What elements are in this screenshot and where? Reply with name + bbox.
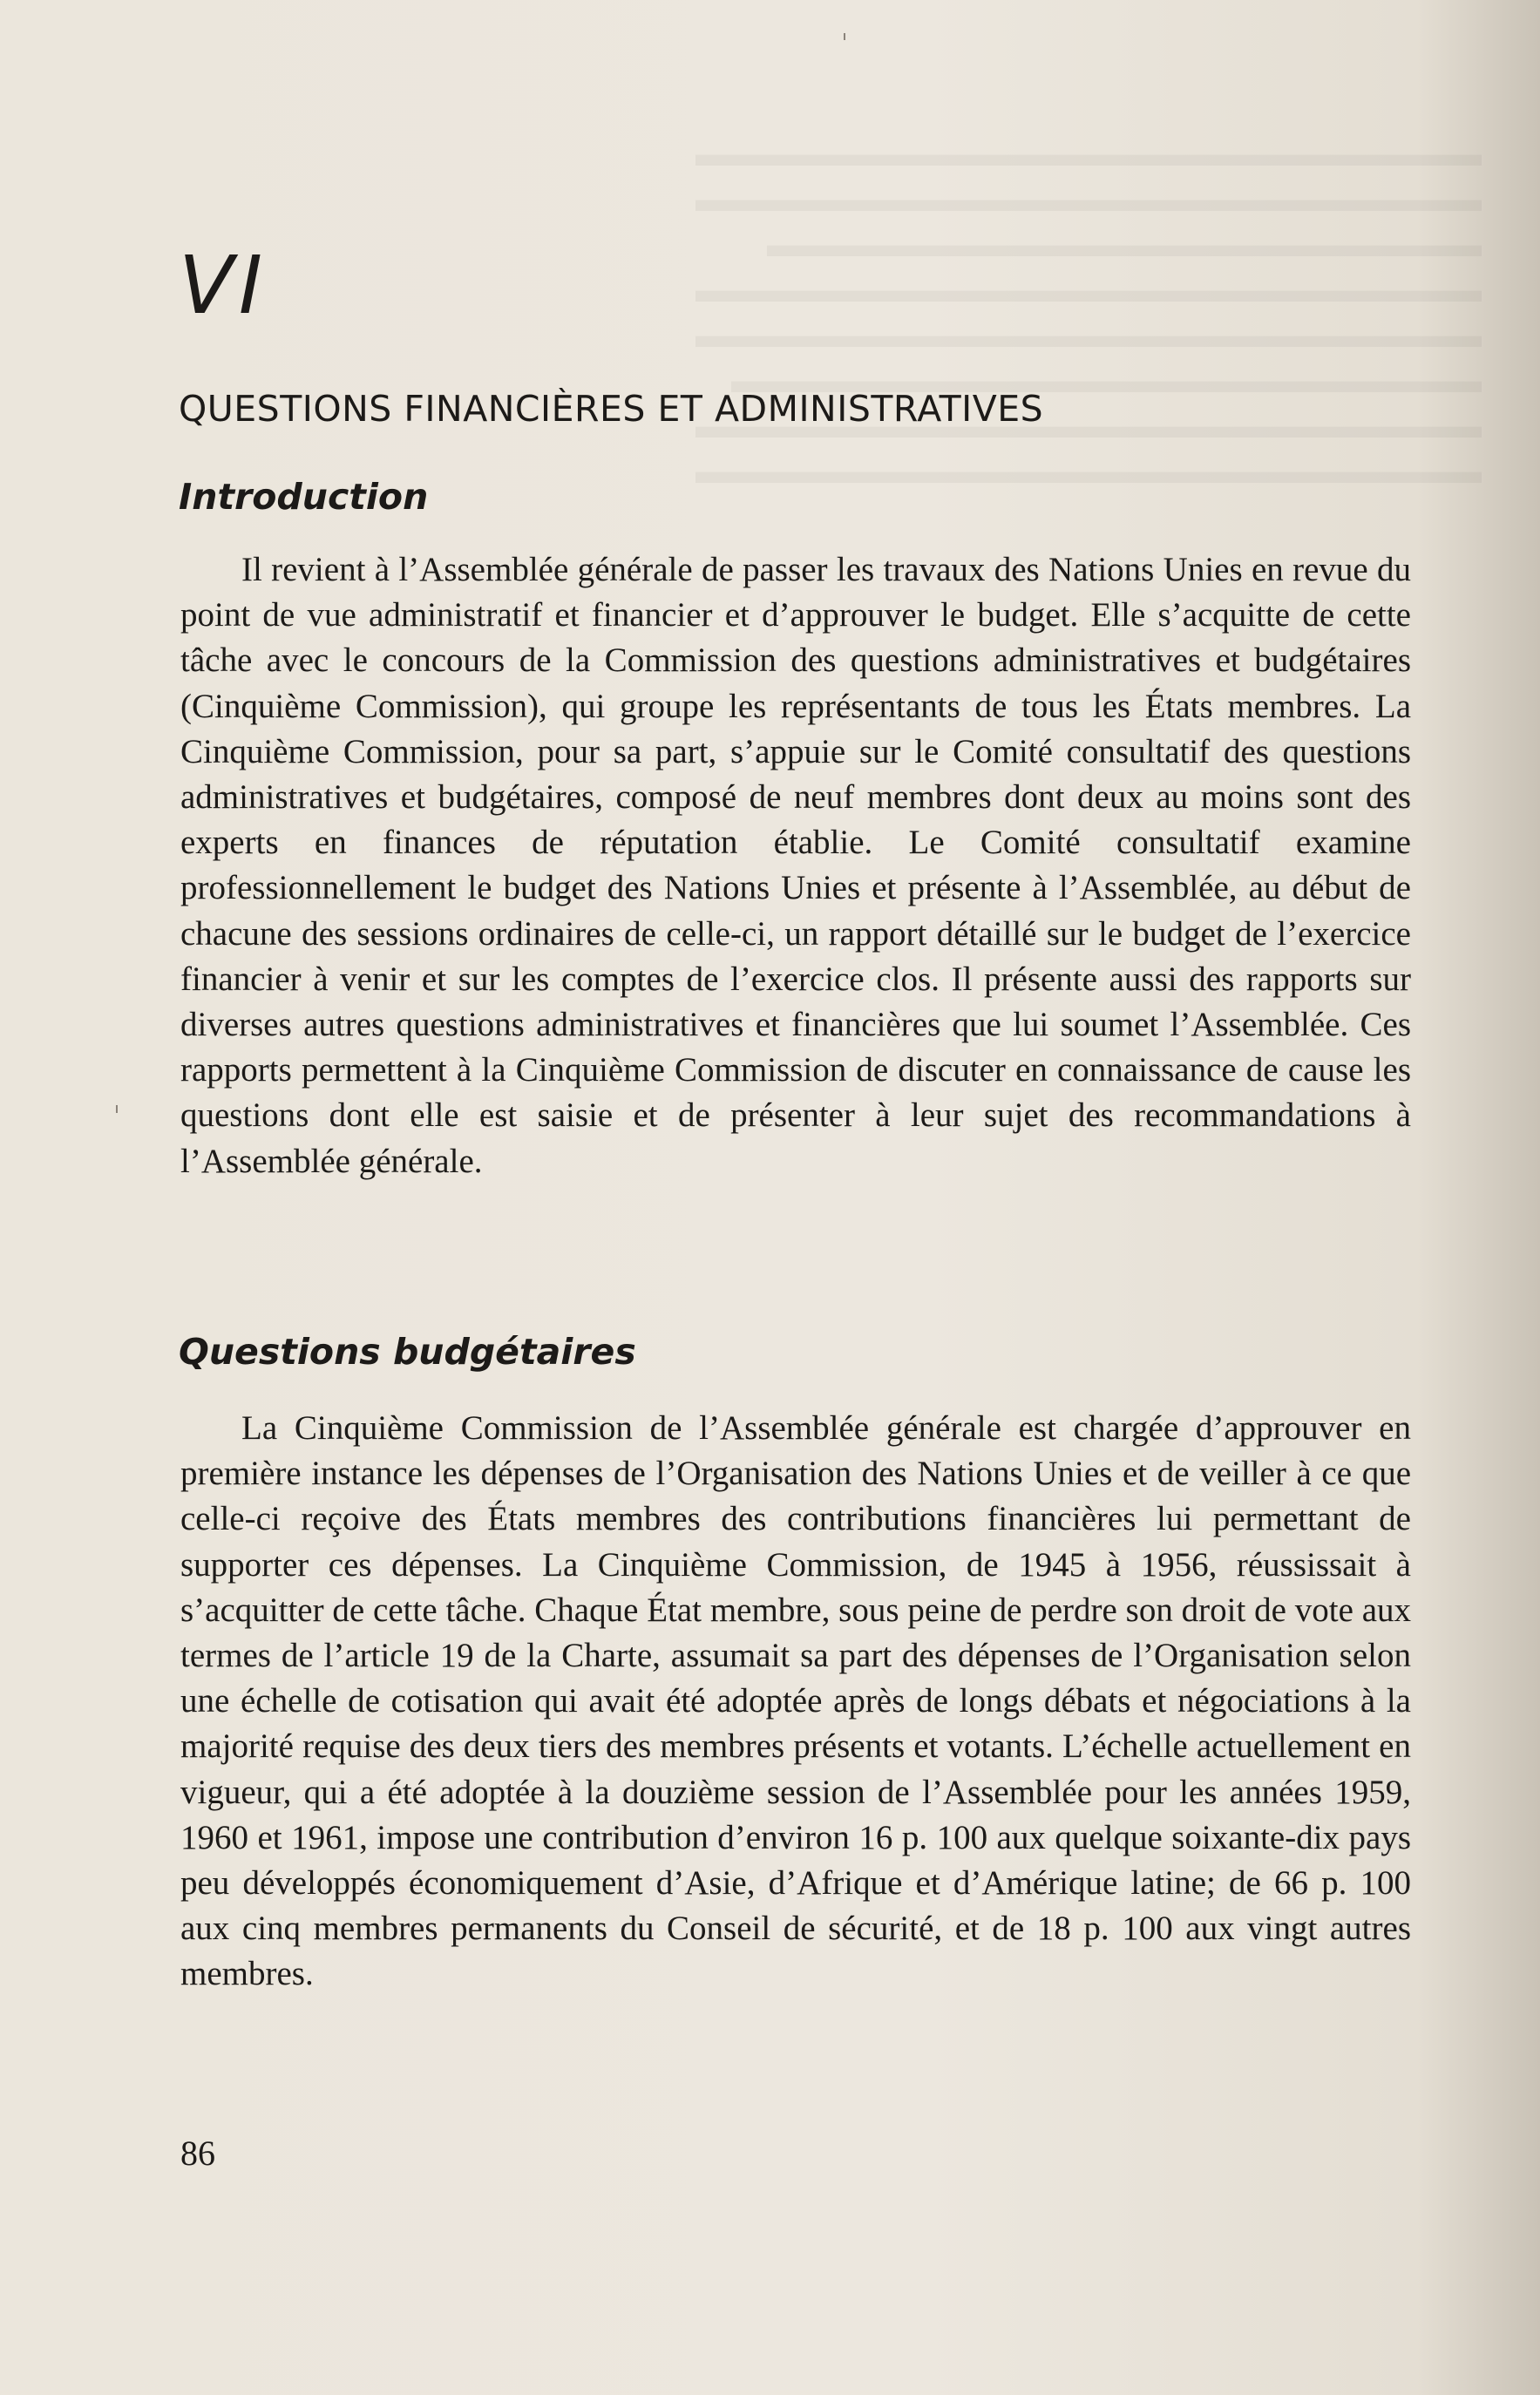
section-heading-budget-questions: Questions budgétaires <box>179 1331 636 1373</box>
chapter-number: VI <box>179 239 268 332</box>
paragraph-budget-questions: La Cinquième Commission de l’Assemblée générale est chargée d’approuver en première instance les dépenses de l’Organisation des Nations Unies et de veiller à ce que celle-ci reçoive des États membres des contributions financières lui permettant de supporter ces dépenses. La Cinquième Commission, de 1945 à 1956, réussissait à s’acquitter de cette tâche. Chaque État membre, sous peine de perdre son droit de vote aux termes de l’article 19 de la Charte, assumait sa part des dépenses de l’Organisation selon une échelle de cotisation qui avait été adoptée après de longs débats et négociations à la majorité requise des deux tiers des membres présents et votants. L’échelle actuellement en vigueur, qui a été adoptée à la douzième session de l’Assemblée pour les années 1959, 1960 et 1961, impose une contribution d’environ 16 p. 100 aux quelque soixante-dix pays peu développés économiquement d’Asie, d’Afrique et d’Amérique latine; de 66 p. 100 aux cinq membres permanents du Conseil de sécurité, et de 18 p. 100 aux vingt autres membres. <box>180 1409 1411 1993</box>
chapter-title: QUESTIONS FINANCIÈRES ET ADMINISTRATIVES <box>179 388 1044 430</box>
scan-mark-top <box>844 33 845 40</box>
scan-mark-left <box>116 1105 118 1113</box>
show-through-texture: ▬▬▬▬▬▬▬▬▬▬▬▬▬▬▬▬▬▬▬▬▬▬ ▬▬▬▬▬▬▬▬▬▬▬▬▬▬▬▬▬▬▬▬▬▬ ▬▬▬▬▬▬▬▬▬▬▬▬▬▬▬▬▬▬▬▬ ▬▬▬▬▬▬▬▬▬▬▬▬▬▬▬▬▬▬▬▬▬▬ ▬▬▬▬▬▬▬▬▬▬▬▬▬▬▬▬▬▬▬▬▬▬ ▬▬▬▬▬▬▬▬▬▬▬▬▬▬▬▬▬▬▬▬▬ ▬▬▬▬▬▬▬▬▬▬▬▬▬▬▬▬▬▬▬▬▬▬ ▬▬▬▬▬▬▬▬▬▬▬▬▬▬▬▬▬▬▬▬▬▬ <box>695 133 1482 491</box>
page-number: 86 <box>180 2134 215 2173</box>
paragraph-introduction: Il revient à l’Assemblée générale de passer les travaux des Nations Unies en revue du point de vue administratif et financier et d’approuver le budget. Elle s’acquitte de cette tâche avec le concours de la Commission des questions administratives et budgétaires (Cinquième Commission), qui groupe les représentants de tous les États membres. La Cinquième Commission, pour sa part, s’appuie sur le Comité consultatif des questions administratives et budgétaires, composé de neuf membres dont deux au moins sont des experts en finances de réputation établie. Le Comité consultatif examine professionnellement le budget des Nations Unies et présente à l’Assemblée, au début de chacune des sessions ordinaires de celle-ci, un rapport détaillé sur le budget de l’exercice financier à venir et sur les comptes de l’exercice clos. Il présente aussi des rapports sur diverses autres questions administratives et financières que lui soumet l’Assemblée. Ces rapports permettent à la Cinquième Commission de discuter en connaissance de cause les questions dont elle est saisie et de présenter à leur sujet des recommandations à l’Assemblée générale. <box>180 551 1411 1180</box>
section-heading-introduction: Introduction <box>179 476 429 518</box>
